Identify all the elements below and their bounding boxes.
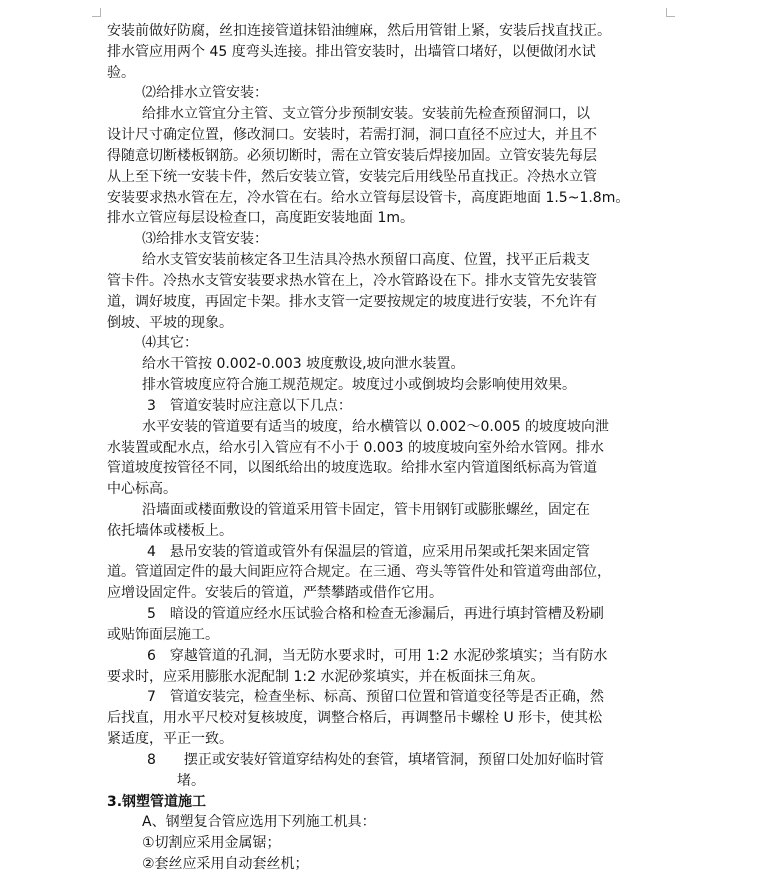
margin-corner-mark-right xyxy=(666,8,675,17)
text-line: 紧适度，平正一致。 xyxy=(107,731,233,748)
numbered-heading: 3 管道安装时应注意以下几点： xyxy=(147,397,352,414)
text-line: 依托墙体或楼板上。 xyxy=(107,522,233,539)
list-item: ②套丝应采用自动套丝机； xyxy=(142,856,309,872)
text-line: 中心标高。 xyxy=(107,481,177,498)
text-line: 排水管应用两个 45 度弯头连接。排出管安装时，出墙管口堵好，以便做闭水试 xyxy=(107,43,596,60)
text-line: 应增设固定件。安装后的管道，严禁攀踏或借作它用。 xyxy=(107,585,443,602)
text-line: 水装置或配水点，给水引入管应有不小于 0.003 的坡度坡向室外给水管网。排水 xyxy=(107,439,604,456)
text-line: 管卡件。冷热水支管安装要求热水管在上，冷水管路设在下。排水支管先安装管 xyxy=(107,272,597,289)
subheading: ⑷其它： xyxy=(142,335,198,352)
text-line: 道。管道固定件的最大间距应符合规定。在三通、弯头等管件处和管道弯曲部位， xyxy=(107,564,611,581)
text-line: 7 管道安装完，检查坐标、标高、预留口位置和管道变径等是否正确，然 xyxy=(147,689,604,706)
text-line: 道，调好坡度，再固定卡架。排水支管一定要按规定的坡度进行安装，不允许有 xyxy=(107,293,597,310)
text-line: 验。 xyxy=(107,64,135,81)
text-line: 要求时，应采用膨胀水泥配制 1:2 水泥砂浆填实，并在板面抹三角灰。 xyxy=(107,668,545,685)
text-line: 4 悬吊安装的管道或管外有保温层的管道，应采用吊架或托架来固定管 xyxy=(147,543,590,560)
subheading: ⑶给排水支管安装： xyxy=(142,231,268,248)
text-line: 堵。 xyxy=(177,772,205,789)
text-line: 水平安装的管道要有适当的坡度，给水横管以 0.002～0.005 的坡度坡向泄 xyxy=(142,418,610,435)
text-line: 排水立管应每层设检查口，高度距安装地面 1m。 xyxy=(107,210,414,227)
text-line: 给水干管按 0.002-0.003 坡度敷设,坡向泄水装置。 xyxy=(142,356,465,373)
section-heading: 3.钢塑管道施工 xyxy=(107,793,207,810)
text-line: 安装要求热水管在左，冷水管在右。给水立管每层设管卡，高度距地面 1.5~1.8m。 xyxy=(107,189,630,206)
text-line: 8 摆正或安装好管道穿结构处的套管，填堵管洞，预留口处加好临时管 xyxy=(147,751,604,768)
text-line: 排水管坡度应符合施工规范规定。坡度过小或倒坡均会影响使用效果。 xyxy=(142,377,576,394)
text-line: 给排水立管宜分主管、支立管分步预制安装。安装前先检查预留洞口，以 xyxy=(142,106,590,123)
margin-corner-mark-left xyxy=(92,8,101,17)
subheading: ⑵给排水立管安装： xyxy=(142,85,268,102)
text-line: 后找直，用水平尺校对复核坡度，调整合格后，再调整吊卡螺栓 U 形卡，使其松 xyxy=(107,710,603,727)
list-item: ①切割应采用金属锯； xyxy=(142,835,281,852)
text-line: 得随意切断楼板钢筋。必须切断时，需在立管安装后焊接加固。立管安装先每层 xyxy=(107,147,597,164)
text-line: 设计尺寸确定位置，修改洞口。安装时，若需打洞，洞口直径不应过大，并且不 xyxy=(107,127,597,144)
text-line: A、钢塑复合管应选用下列施工机具： xyxy=(142,814,376,831)
text-line: 从上至下统一安装卡件，然后安装立管，安装完后用线坠吊直找正。冷热水立管 xyxy=(107,168,597,185)
text-line: 或贴饰面层施工。 xyxy=(107,626,219,643)
text-line: 给水支管安装前核定各卫生洁具冷热水预留口高度、位置，找平正后栽支 xyxy=(142,252,590,269)
text-line: 沿墙面或楼面敷设的管道采用管卡固定，管卡用钢钉或膨胀螺丝，固定在 xyxy=(142,501,590,518)
text-line: 5 暗设的管道应经水压试验合格和检查无渗漏后，再进行填封管槽及粉刷 xyxy=(147,606,604,623)
text-line: 6 穿越管道的孔洞，当无防水要求时，可用 1:2 水泥砂浆填实；当有防水 xyxy=(147,647,608,664)
text-line: 管道坡度按管径不同，以图纸给出的坡度选取。给排水室内管道图纸标高为管道 xyxy=(107,460,597,477)
text-line: 安装前做好防腐，丝扣连接管道抹铅油缠麻，然后用管钳上紧，安装后找直找正。 xyxy=(107,23,611,39)
text-line: 倒坡、平坡的现象。 xyxy=(107,314,233,331)
